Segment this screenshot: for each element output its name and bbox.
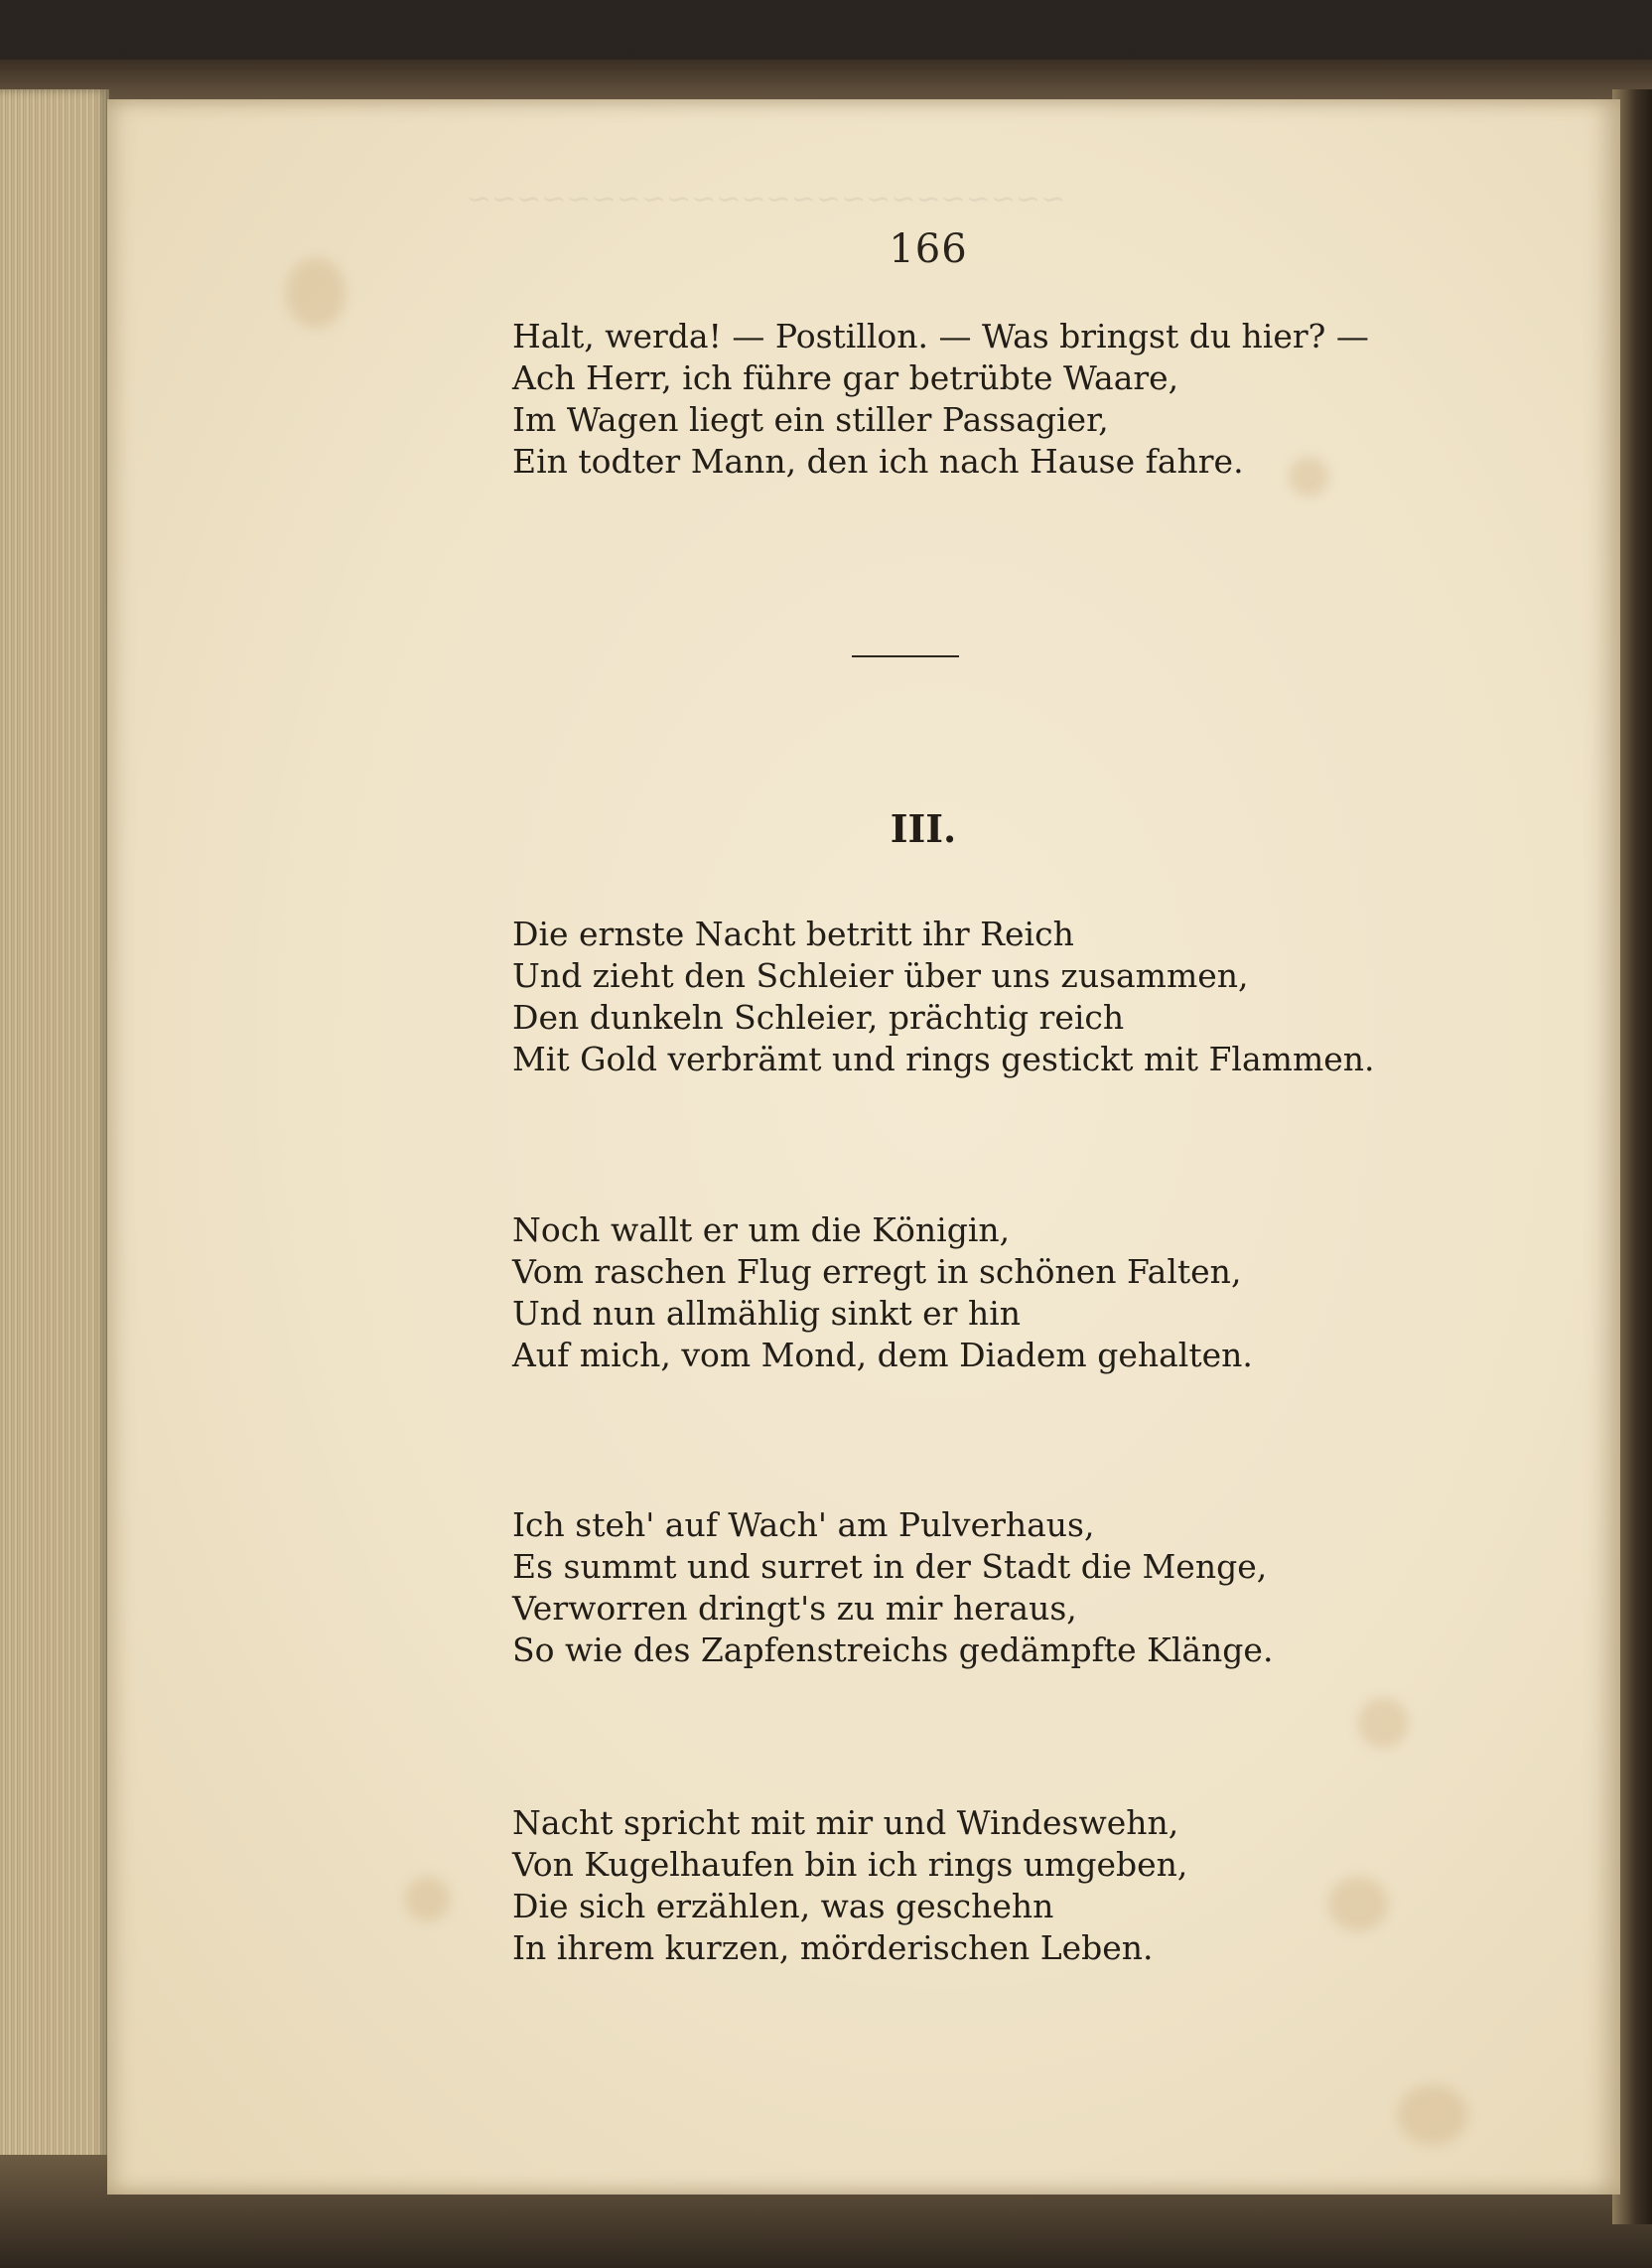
stanza-4	[512, 1802, 1187, 1969]
paper-stain	[1398, 2085, 1467, 2145]
verse-line: Im Wagen liegt ein stiller Passagier,	[512, 400, 1109, 439]
verse-line: In ihrem kurzen, mörderischen Leben.	[512, 1928, 1154, 1967]
stanza-top	[512, 316, 1369, 483]
verse-line: Auf mich, vom Mond, dem Diadem gehalten.	[512, 1336, 1253, 1374]
verse-line: Es summt und surret in der Stadt die Menge,	[512, 1547, 1268, 1586]
verse-line: Ein todter Mann, den ich nach Hause fahre.	[512, 442, 1244, 481]
section-divider	[852, 655, 959, 657]
verse-line: Noch wallt er um die Königin,	[512, 1210, 1011, 1249]
verse-line: Die sich erzählen, was geschehn	[512, 1887, 1054, 1925]
paper-stain	[286, 258, 345, 328]
section-heading: III.	[890, 806, 957, 851]
paper-stain	[1328, 1877, 1388, 1931]
verse-line: So wie des Zapfenstreichs gedämpfte Klänge.	[512, 1630, 1274, 1669]
verse-line: Vom raschen Flug erregt in schönen Falten,	[512, 1252, 1242, 1291]
verse-line: Ich steh' auf Wach' am Pulverhaus,	[512, 1505, 1095, 1544]
page-edges-left	[0, 89, 109, 2204]
verse-line: Mit Gold verbrämt und rings gestickt mit Flammen.	[512, 1040, 1375, 1078]
verse-line: Und zieht den Schleier über uns zusammen,	[512, 956, 1249, 995]
stanza-2	[512, 1209, 1253, 1376]
paper-stain	[405, 1877, 450, 1921]
stanza-1	[512, 914, 1375, 1080]
verse-line: Und nun allmählig sinkt er hin	[512, 1294, 1021, 1333]
verse-line: Die ernste Nacht betritt ihr Reich	[512, 915, 1074, 953]
stanza-3	[512, 1504, 1273, 1671]
verse-line: Den dunkeln Schleier, prächtig reich	[512, 998, 1125, 1037]
verse-line: Halt, werda! — Postillon. — Was bringst du hier? —	[512, 317, 1369, 355]
bleed-through-text	[467, 179, 1065, 220]
page-number: 166	[889, 226, 968, 272]
paper-stain	[1358, 1698, 1408, 1748]
verse-line: Nacht spricht mit mir und Windeswehn,	[512, 1803, 1179, 1842]
verse-line: Ach Herr, ich führe gar betrübte Waare,	[512, 358, 1179, 397]
bleed-line: ~~~~~~~~~~~~~~~~~~~~~~~~	[467, 182, 1066, 216]
verse-line: Von Kugelhaufen bin ich rings umgeben,	[512, 1845, 1188, 1884]
verse-line: Verworren dringt's zu mir heraus,	[512, 1589, 1077, 1628]
